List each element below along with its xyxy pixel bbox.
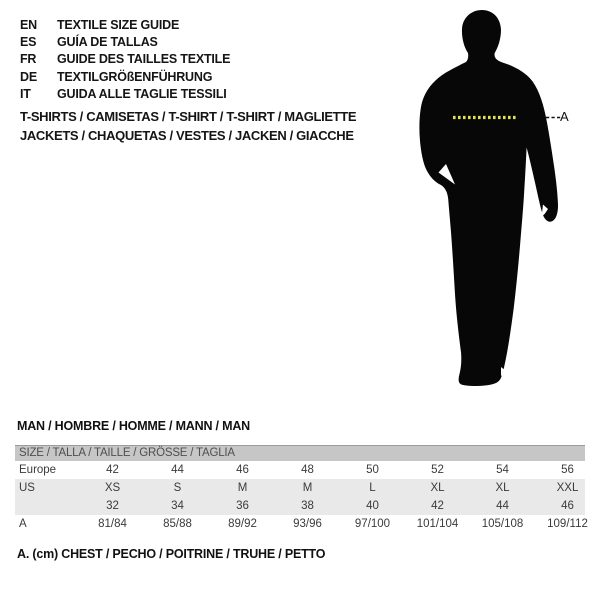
table-cell: 81/84 <box>98 518 127 530</box>
language-title: GUIDE DES TAILLES TEXTILE <box>57 52 231 67</box>
language-row-es <box>20 34 230 51</box>
table-cell: 50 <box>366 464 379 476</box>
table-row-chest <box>15 515 600 533</box>
man-figure <box>390 0 600 420</box>
language-row-en <box>20 17 230 34</box>
table-cell: 46 <box>561 500 574 512</box>
table-cell: 105/108 <box>481 518 524 530</box>
category-list <box>20 108 356 145</box>
language-code: DE <box>20 69 37 84</box>
table-cell: M <box>302 482 313 494</box>
man-silhouette <box>390 0 600 420</box>
table-cell: 54 <box>496 464 509 476</box>
table-cell: 93/96 <box>293 518 322 530</box>
language-title: GUÍA DE TALLAS <box>57 35 158 50</box>
language-list <box>20 17 230 103</box>
language-title: TEXTILGRÖßENFÜHRUNG <box>57 69 213 84</box>
table-cell: 97/100 <box>354 518 391 530</box>
language-title: GUIDA ALLE TAGLIE TESSILI <box>57 86 227 101</box>
table-cell: 52 <box>431 464 444 476</box>
table-row-numeric <box>15 497 600 515</box>
table-cell: 44 <box>496 500 509 512</box>
table-cell: L <box>369 482 376 494</box>
table-cell: XL <box>495 482 510 494</box>
table-cell: 89/92 <box>228 518 257 530</box>
table-cell: 109/112 <box>547 518 588 530</box>
language-code: IT <box>20 86 31 101</box>
size-table <box>15 445 600 533</box>
table-cell: 40 <box>366 500 379 512</box>
language-code: ES <box>20 35 37 50</box>
table-cell: S <box>173 482 182 494</box>
table-row-us <box>15 479 600 497</box>
section-title-man: MAN / HOMBRE / HOMME / MANN / MAN <box>17 419 250 433</box>
table-cell: 32 <box>106 500 119 512</box>
table-cell: 34 <box>171 500 184 512</box>
table-cell: 101/104 <box>416 518 459 530</box>
language-row-fr <box>20 51 230 68</box>
category-tshirts: T-SHIRTS / CAMISETAS / T-SHIRT / T-SHIRT / MAGLIETTE <box>20 109 357 124</box>
size-table-header: SIZE / TALLA / TAILLE / GRÖSSE / TAGLIA <box>15 445 585 461</box>
measure-label-a: A <box>560 109 569 124</box>
footnote-chest-measure: A. (cm) CHEST / PECHO / POITRINE / TRUHE / PETTO <box>17 547 326 561</box>
size-table-body <box>15 461 600 533</box>
table-cell: 38 <box>301 500 314 512</box>
row-label: Europe <box>19 464 57 476</box>
table-cell: XS <box>104 482 121 494</box>
table-cell: XL <box>430 482 445 494</box>
language-title: TEXTILE SIZE GUIDE <box>57 18 180 32</box>
table-cell: 36 <box>236 500 249 512</box>
language-code: EN <box>20 18 37 32</box>
language-code: FR <box>20 52 37 67</box>
language-row-de <box>20 69 230 86</box>
row-label <box>15 497 80 515</box>
table-cell: M <box>237 482 248 494</box>
table-row-europe <box>15 461 600 479</box>
category-jackets: JACKETS / CHAQUETAS / VESTES / JACKEN / GIACCHE <box>20 127 354 143</box>
table-cell: 85/88 <box>163 518 192 530</box>
table-cell: 56 <box>561 464 574 476</box>
table-cell: XXL <box>556 482 579 494</box>
row-label: US <box>19 482 35 494</box>
table-cell: 46 <box>236 464 249 476</box>
man-silhouette-body <box>419 10 558 386</box>
table-cell: 42 <box>106 464 119 476</box>
language-row-it <box>20 86 230 103</box>
table-cell: 48 <box>301 464 314 476</box>
row-label: A <box>19 518 27 530</box>
table-cell: 44 <box>171 464 184 476</box>
table-cell: 42 <box>431 500 444 512</box>
